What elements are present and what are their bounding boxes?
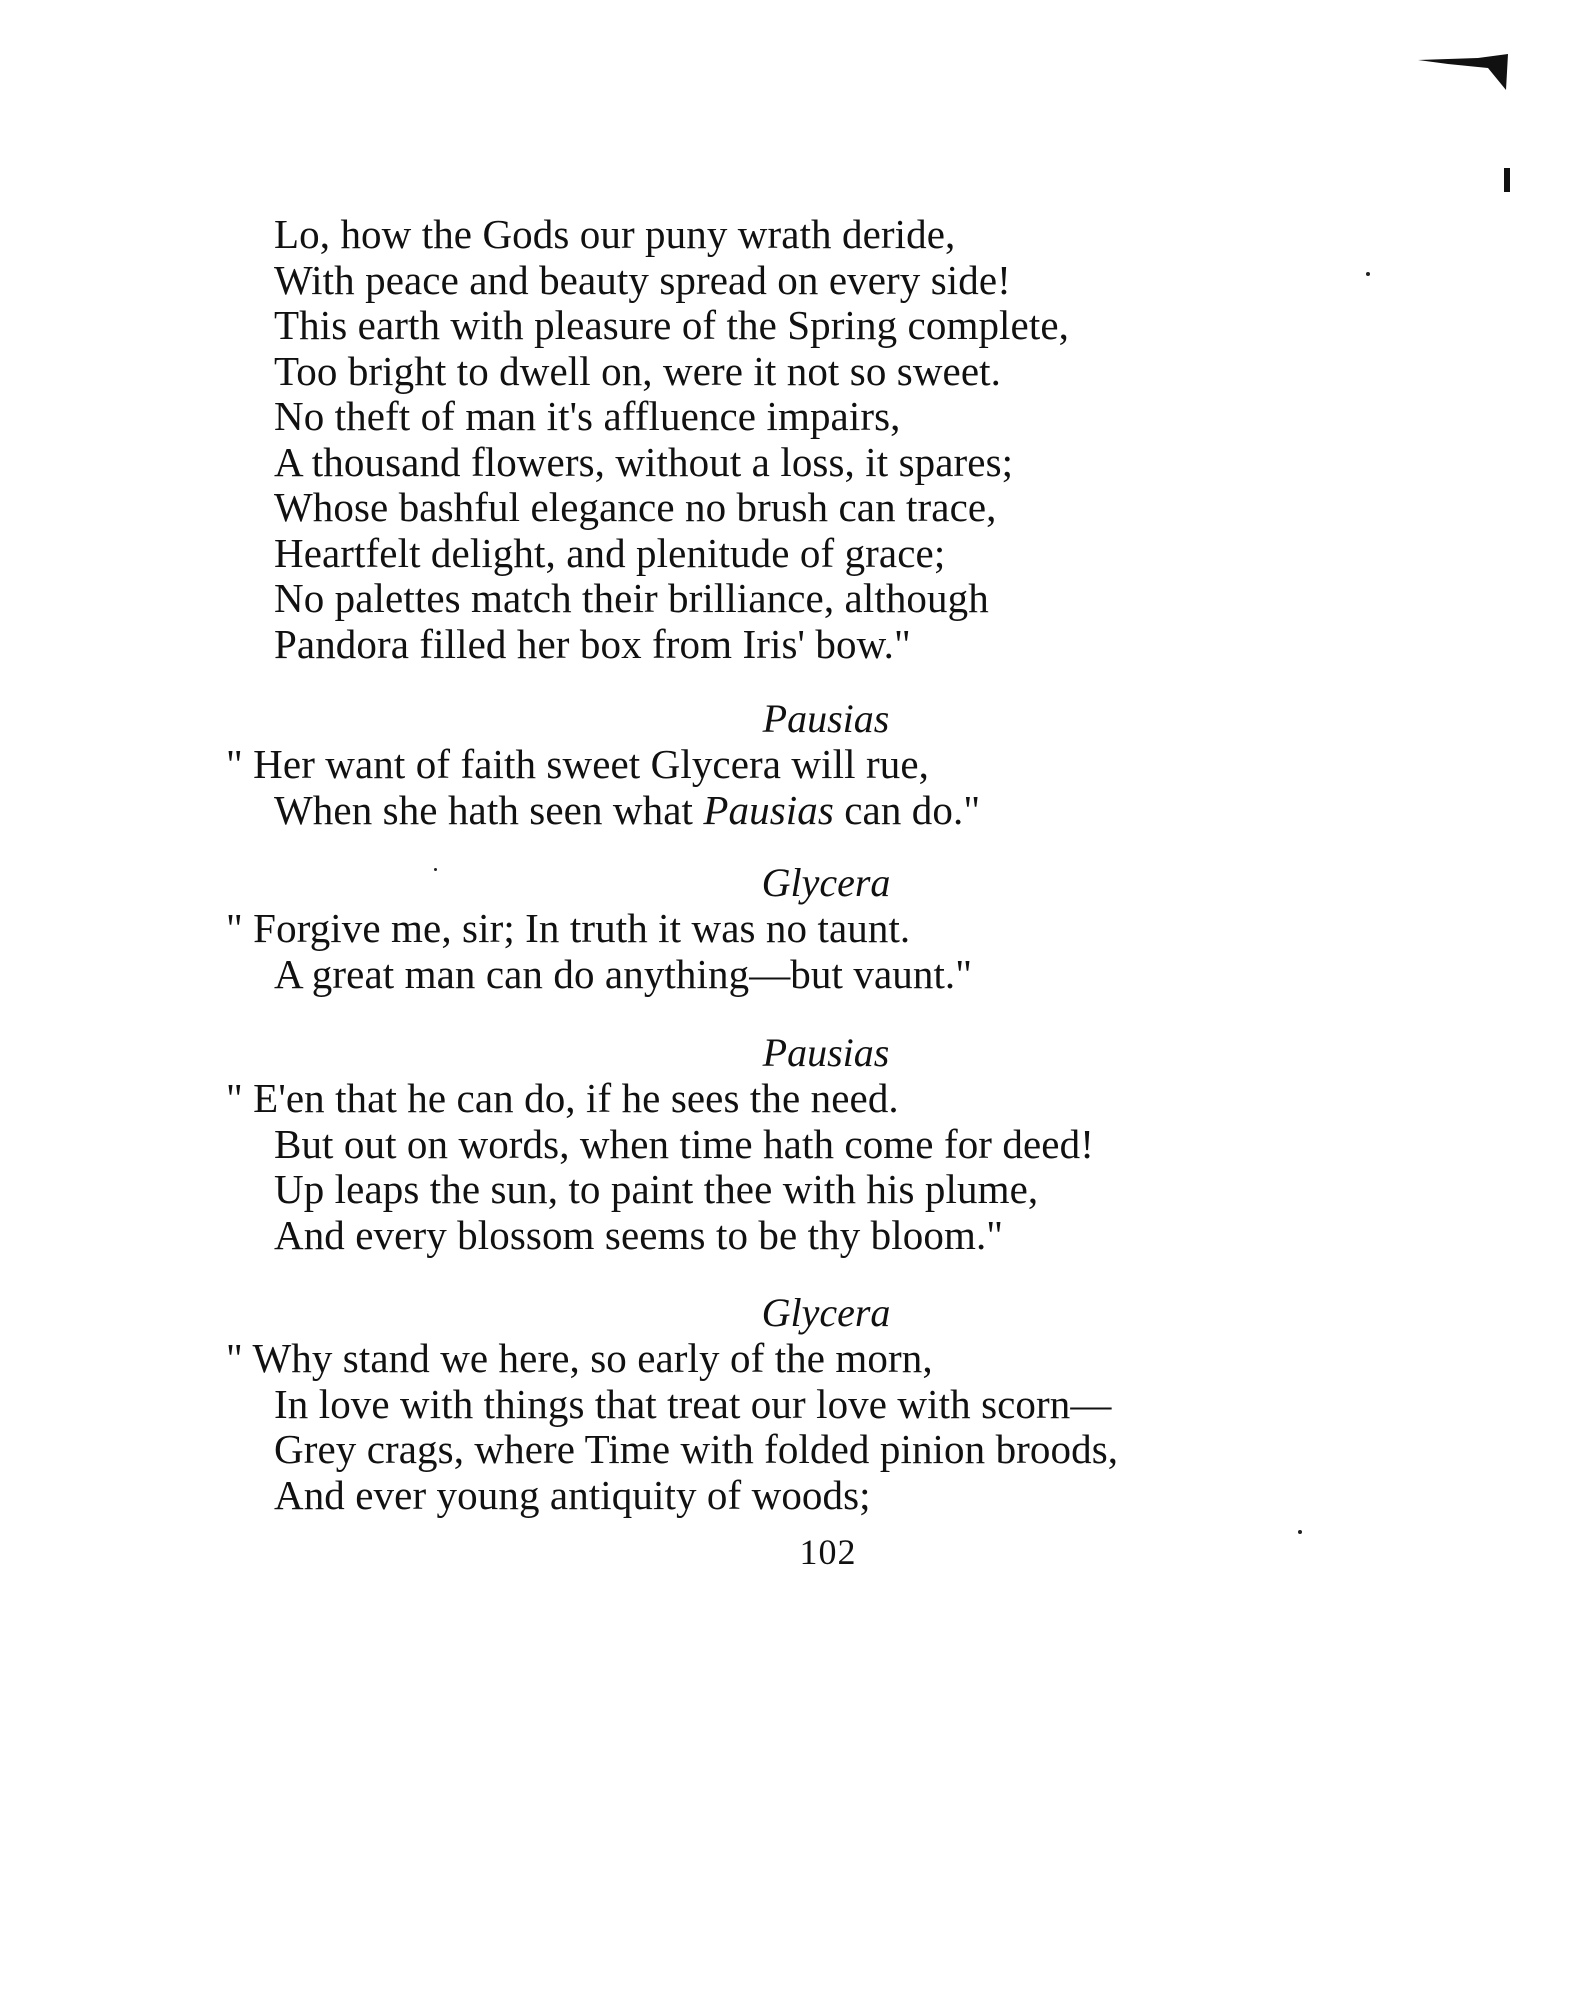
verse-line: Heartfelt delight, and plenitude of grace; xyxy=(274,529,946,576)
verse-line xyxy=(226,788,1346,834)
speaker-name xyxy=(0,696,1584,742)
verse-line-end: can do." xyxy=(833,786,981,833)
scan-edge-mark-small xyxy=(1504,168,1510,192)
verse-line: And every blossom seems to be thy bloom." xyxy=(274,1211,1004,1258)
scan-edge-mark xyxy=(1418,54,1508,90)
speaker-glycera: Glycera xyxy=(761,860,891,905)
verse-line: With peace and beauty spread on every side! xyxy=(274,256,1011,303)
verse-line: No theft of man it's affluence impairs, xyxy=(274,393,901,439)
speaker-pausias: Pausias xyxy=(762,696,890,741)
verse-line-start: When she hath seen what xyxy=(274,786,704,833)
stanza-opening xyxy=(226,212,1346,667)
verse-line: And ever young antiquity of woods; xyxy=(274,1471,871,1518)
speech-pausias-2 xyxy=(226,1076,1346,1258)
verse-line: " E'en that he can do, if he sees the need. xyxy=(226,1075,899,1121)
verse-line: Up leaps the sun, to paint thee with his plume, xyxy=(274,1166,1039,1212)
speech-pausias-1 xyxy=(226,742,1346,833)
verse-line: No palettes match their brilliance, although xyxy=(274,575,989,621)
speaker-name xyxy=(0,1030,1584,1076)
verse-line: Lo, how the Gods our puny wrath deride, xyxy=(274,211,956,257)
verse-line: In love with things that treat our love with scorn— xyxy=(274,1380,1112,1427)
speech-glycera-1 xyxy=(226,906,1346,997)
speaker-name xyxy=(0,1290,1584,1336)
verse-line: This earth with pleasure of the Spring complete, xyxy=(274,302,1069,348)
verse-line: A great man can do anything—but vaunt." xyxy=(274,950,973,997)
verse-line: " Why stand we here, so early of the morn, xyxy=(226,1335,933,1381)
verse-line: " Forgive me, sir; In truth it was no taunt. xyxy=(226,905,911,951)
page-number xyxy=(0,1532,1584,1572)
verse-line: Pandora filled her box from Iris' bow." xyxy=(274,620,911,667)
speaker-glycera: Glycera xyxy=(761,1290,891,1335)
verse-line: " Her want of faith sweet Glycera will rue, xyxy=(226,741,929,787)
verse-line-italic: Pausias xyxy=(703,786,834,833)
verse-line: Too bright to dwell on, were it not so sweet. xyxy=(274,347,1001,394)
speaker-name xyxy=(0,860,1584,906)
speech-glycera-2 xyxy=(226,1336,1346,1518)
verse-line: A thousand flowers, without a loss, it spares; xyxy=(274,438,1014,485)
page-number-text: 102 xyxy=(799,1532,857,1572)
verse-line: Grey crags, where Time with folded pinion broods, xyxy=(274,1426,1119,1472)
speaker-pausias: Pausias xyxy=(762,1030,890,1075)
verse-line: Whose bashful elegance no brush can trace, xyxy=(274,484,997,530)
verse-line: But out on words, when time hath come for deed! xyxy=(274,1120,1094,1167)
scan-speck xyxy=(1366,272,1370,276)
